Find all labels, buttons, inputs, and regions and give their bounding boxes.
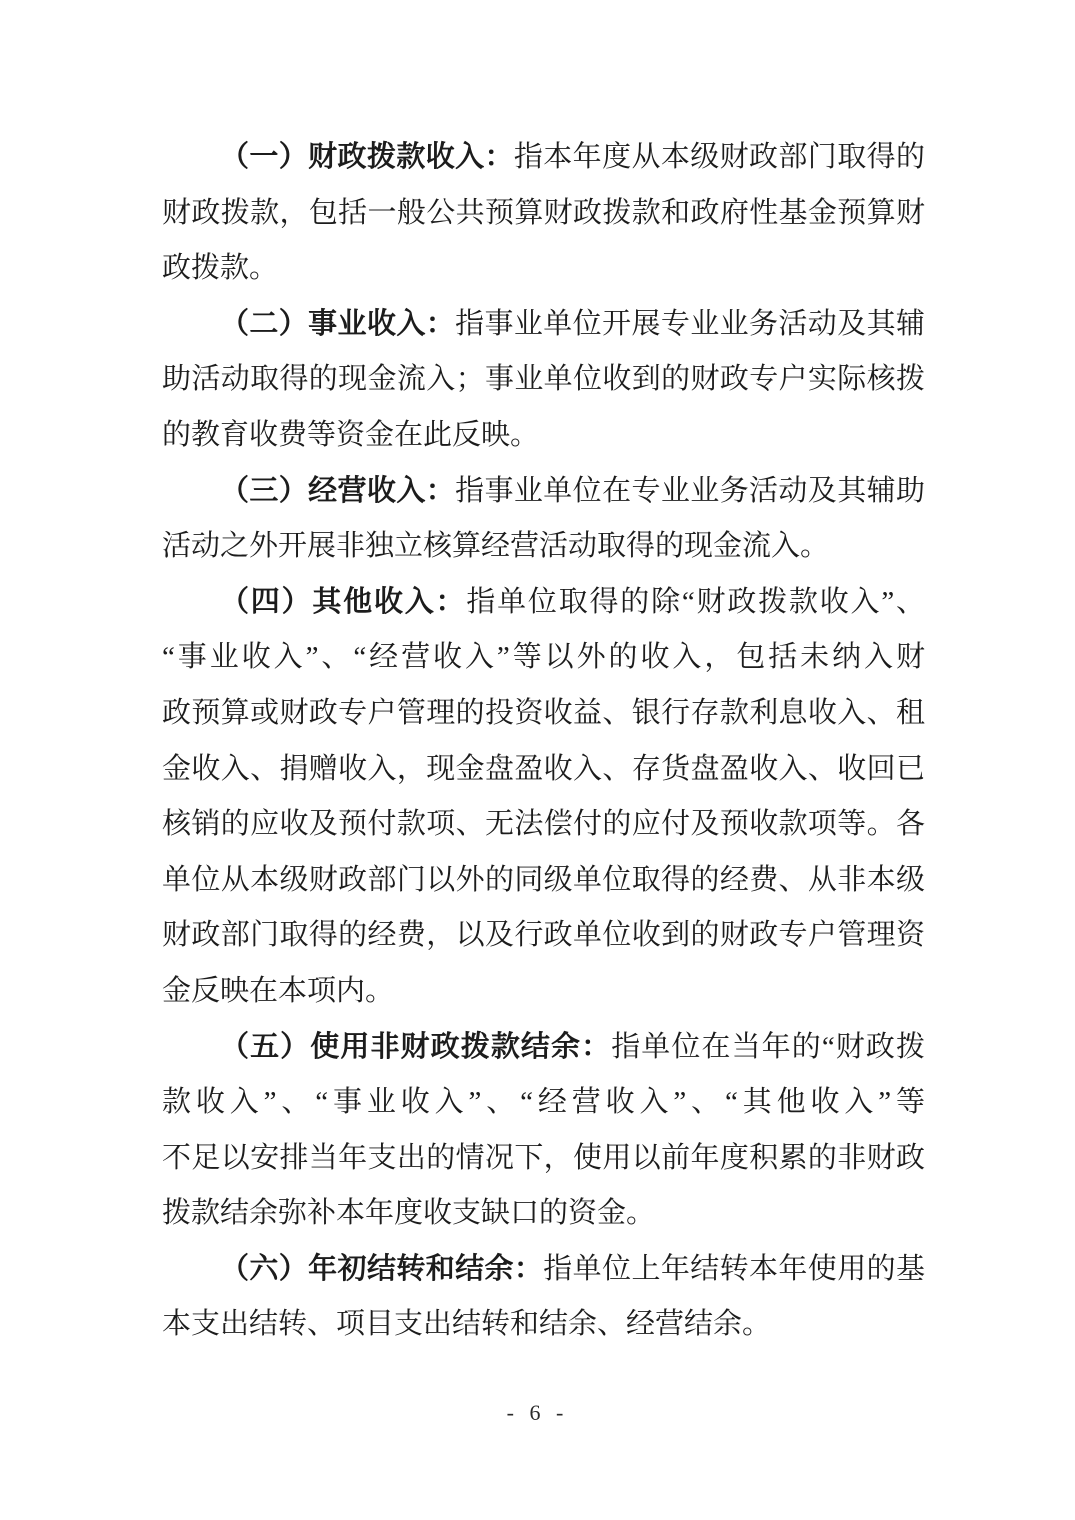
clause-text: 助活动取得的现金流入；事业单位收到的财政专户实际核拨 bbox=[162, 363, 925, 396]
text-line bbox=[162, 1075, 925, 1131]
paragraph bbox=[162, 1242, 925, 1353]
clause-text: 指事业单位开展专业业务活动及其辅 bbox=[455, 307, 925, 340]
paragraph bbox=[162, 464, 925, 575]
text-line bbox=[162, 464, 925, 520]
text-line bbox=[162, 1186, 925, 1242]
clause-heading: （四）其他收入： bbox=[220, 585, 467, 618]
text-line bbox=[162, 241, 925, 297]
text-line bbox=[162, 519, 925, 575]
text-line bbox=[162, 130, 925, 186]
text-line bbox=[162, 742, 925, 798]
clause-heading: （一）财政拨款收入： bbox=[220, 141, 514, 173]
clause-text: 金反映在本项内。 bbox=[162, 974, 395, 1007]
clause-heading: （三）经营收入： bbox=[220, 474, 456, 507]
clause-text: 政拨款。 bbox=[162, 252, 279, 285]
text-line bbox=[162, 297, 925, 353]
clause-text: 财政部门取得的经费，以及行政单位收到的财政专户管理资 bbox=[162, 919, 925, 952]
clause-text: 拨款结余弥补本年度收支缺口的资金。 bbox=[162, 1197, 656, 1230]
text-line bbox=[162, 686, 925, 742]
clause-text: 金收入、捐赠收入，现金盘盈收入、存货盘盈收入、收回已 bbox=[162, 752, 925, 785]
text-line bbox=[162, 352, 925, 408]
text-line bbox=[162, 1242, 925, 1298]
clause-text: 不足以安排当年支出的情况下，使用以前年度积累的非财政 bbox=[162, 1141, 925, 1174]
clause-text: 指事业单位在专业业务活动及其辅助 bbox=[455, 474, 925, 507]
text-line bbox=[162, 1020, 925, 1076]
text-line bbox=[162, 853, 925, 909]
clause-text: 指单位取得的除“财政拨款收入”、 bbox=[466, 585, 925, 618]
clause-text: 本支出结转、项目支出结转和结余、经营结余。 bbox=[162, 1308, 772, 1341]
text-line bbox=[162, 797, 925, 853]
paragraph bbox=[162, 1020, 925, 1242]
paragraph bbox=[162, 130, 925, 297]
paragraph bbox=[162, 297, 925, 464]
clause-text: 指单位上年结转本年使用的基 bbox=[543, 1252, 925, 1285]
clause-text: 财政拨款，包括一般公共预算财政拨款和政府性基金预算财 bbox=[162, 196, 925, 229]
clause-text: 政预算或财政专户管理的投资收益、银行存款利息收入、租 bbox=[162, 696, 925, 729]
clause-text: 单位从本级财政部门以外的同级单位取得的经费、从非本级 bbox=[162, 863, 925, 896]
document-body bbox=[162, 130, 925, 1353]
clause-text: 指单位在当年的“财政拨 bbox=[611, 1030, 925, 1063]
clause-heading: （二）事业收入： bbox=[220, 307, 456, 340]
clause-text: “事业收入”、“经营收入”等以外的收入，包括未纳入财 bbox=[162, 641, 925, 674]
paragraph bbox=[162, 575, 925, 1020]
text-line bbox=[162, 1297, 925, 1353]
text-line bbox=[162, 575, 925, 631]
clause-text: 指本年度从本级财政部门取得的 bbox=[513, 141, 925, 173]
text-line bbox=[162, 964, 925, 1020]
clause-text: 款收入”、“事业收入”、“经营收入”、“其他收入”等 bbox=[162, 1086, 925, 1119]
text-line bbox=[162, 908, 925, 964]
clause-text: 活动之外开展非独立核算经营活动取得的现金流入。 bbox=[162, 530, 830, 563]
text-line bbox=[162, 408, 925, 464]
page-number: - 6 - bbox=[506, 1400, 569, 1425]
text-line bbox=[162, 630, 925, 686]
clause-text: 的教育收费等资金在此反映。 bbox=[162, 418, 540, 451]
clause-text: 核销的应收及预付款项、无法偿付的应付及预收款项等。各 bbox=[162, 808, 925, 841]
clause-heading: （六）年初结转和结余： bbox=[220, 1252, 544, 1285]
clause-heading: （五）使用非财政拨款结余： bbox=[220, 1030, 612, 1063]
text-line bbox=[162, 186, 925, 242]
text-line bbox=[162, 1131, 925, 1187]
